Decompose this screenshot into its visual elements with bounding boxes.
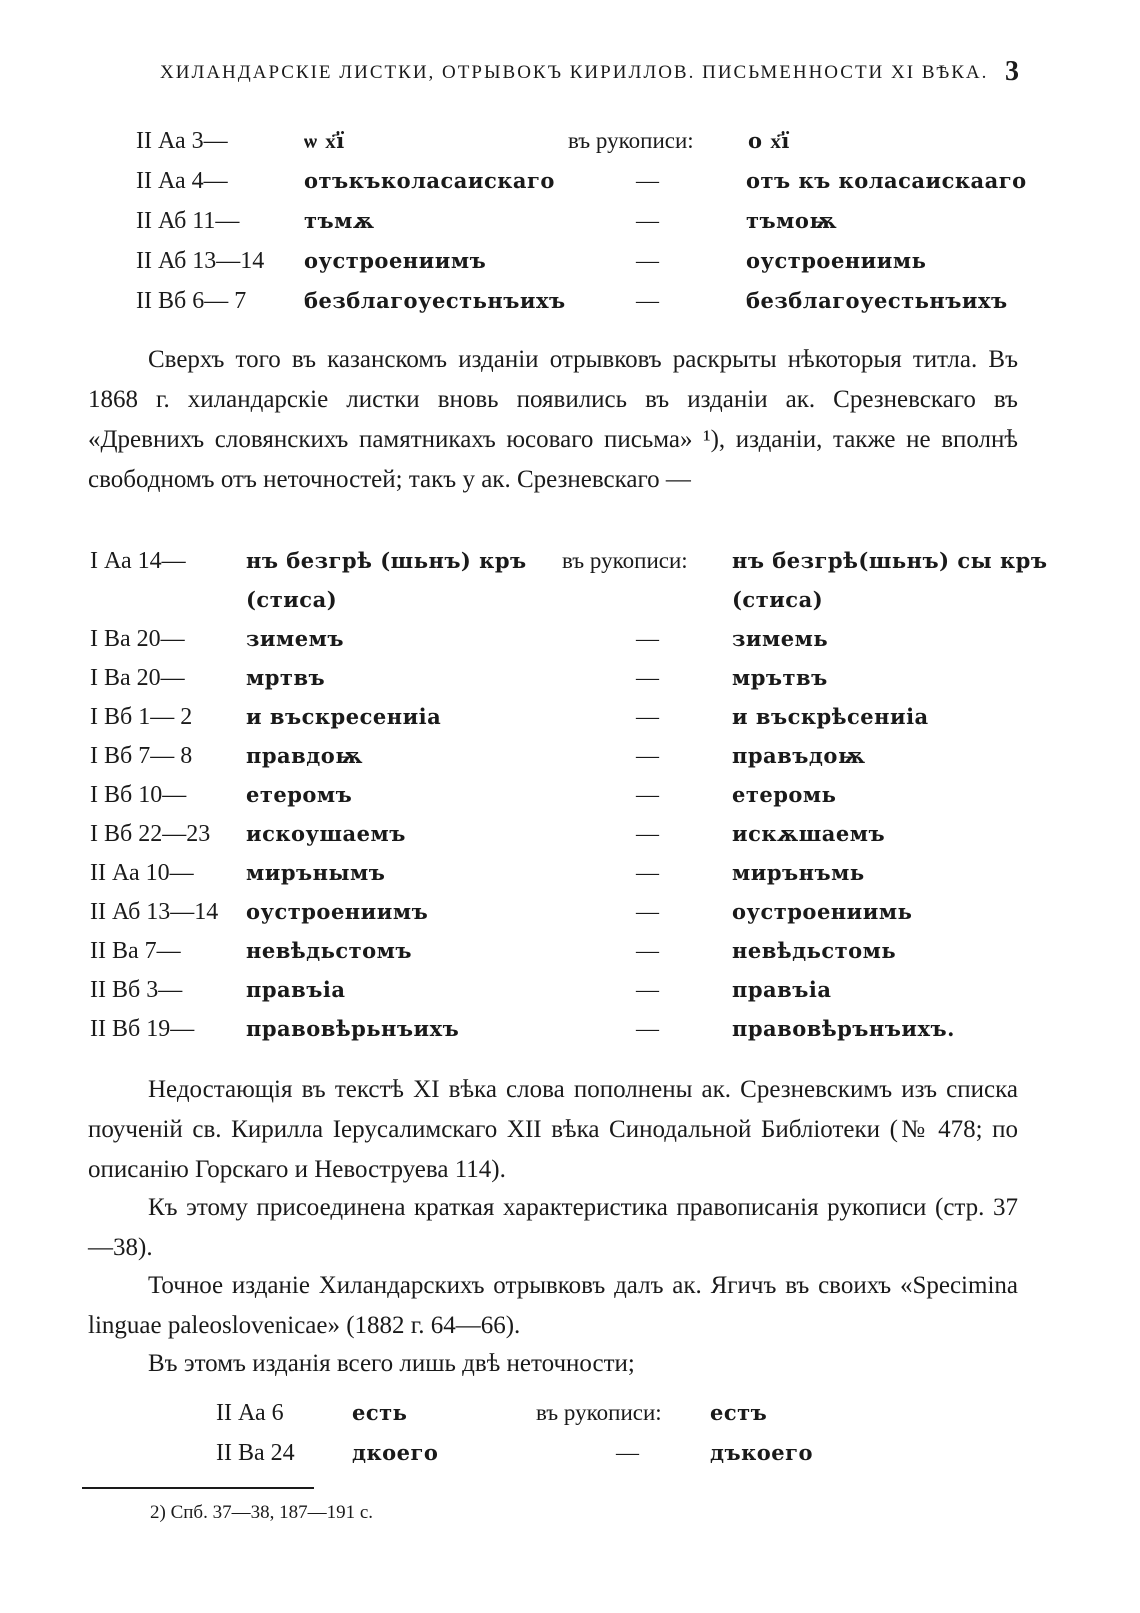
printed-form: правъіа — [246, 977, 346, 1002]
footnote-separator — [82, 1487, 314, 1489]
manuscript-form: нъ безгрѣ(шьнъ) сы кръ — [732, 548, 1048, 573]
manuscript-reference: II Аа 3— — [136, 128, 228, 154]
in-manuscript-label: въ рукописи: — [536, 1400, 662, 1425]
manuscript-form: естъ — [710, 1400, 768, 1425]
table-row — [90, 977, 1050, 1016]
in-manuscript-label: въ рукописи: — [562, 548, 688, 573]
table-row — [90, 782, 1050, 821]
table-row — [136, 168, 1056, 208]
manuscript-form: правъіа — [732, 977, 832, 1002]
manuscript-form: мрътвъ — [732, 665, 828, 690]
paragraph-orthography — [88, 1188, 1018, 1268]
manuscript-form: и въскрѣсениіа — [732, 704, 929, 729]
manuscript-form: правовѣрънъихъ. — [732, 1016, 955, 1041]
table-row — [90, 548, 1050, 626]
printed-form: оустроениимъ — [246, 899, 429, 924]
printed-form: зимемъ — [246, 626, 344, 651]
table-row — [90, 743, 1050, 782]
manuscript-reference: II Аб 11— — [136, 208, 240, 234]
manuscript-form: оустроениимь — [746, 248, 927, 273]
table-row — [216, 1440, 916, 1480]
manuscript-form: зимемь — [732, 626, 829, 651]
paragraph-two-inaccuracies — [88, 1344, 1018, 1384]
paragraph-sreznevsky-edition — [88, 340, 1018, 500]
printed-form: и въскресениіа — [246, 704, 442, 729]
manuscript-form: отъ къ коласаискааго — [746, 168, 1027, 193]
variant-table-2 — [90, 548, 1050, 1055]
table-row — [136, 248, 1056, 288]
ditto-dash: — — [616, 1440, 639, 1465]
printed-form: нъ безгрѣ (шьнъ) кръ — [246, 548, 527, 573]
manuscript-reference: I Ва 20— — [90, 665, 185, 691]
page-number: 3 — [1005, 56, 1019, 87]
printed-form: правдоѭ — [246, 743, 364, 768]
table-row — [90, 626, 1050, 665]
paragraph-text: Въ этомъ изданія всего лишь двѣ неточности; — [148, 1350, 635, 1377]
ditto-dash: — — [636, 704, 659, 729]
table-row — [136, 288, 1056, 328]
ditto-dash: — — [636, 1016, 659, 1041]
printed-form: оустроениимъ — [304, 248, 487, 273]
manuscript-reference: II Аб 13—14 — [136, 248, 265, 274]
table-row — [90, 704, 1050, 743]
printed-form: искоушаемъ — [246, 821, 406, 846]
printed-form: дкоего — [352, 1440, 439, 1465]
ditto-dash: — — [636, 208, 659, 233]
variant-table-3 — [216, 1400, 916, 1480]
paragraph-text: Точное изданіе Хиландарскихъ отрывковъ далъ ак. Ягичъ въ своихъ «Specimina linguae paleoslovenicae» (1882 г. 64—66). — [88, 1272, 1018, 1339]
manuscript-reference: II Аа 10— — [90, 860, 194, 886]
manuscript-form: невѣдьстомь — [732, 938, 897, 963]
paragraph-text: Недостающія въ текстѣ XI вѣка слова пополнены ак. Срезневскимъ изъ списка поученій св. Кирилла Іерусалимскаго XII вѣка Синодальной Библіотеки (№ 478; по описанію Горскаго и Невоструева 114). — [88, 1076, 1018, 1183]
manuscript-reference: II Аа 6 — [216, 1400, 284, 1426]
printed-form: етеромъ — [246, 782, 353, 807]
manuscript-form-continued: (стиса) — [732, 587, 824, 612]
manuscript-reference: II Аб 13—14 — [90, 899, 219, 925]
manuscript-form: о х҃ї — [748, 128, 790, 153]
ditto-dash: — — [636, 168, 659, 193]
in-manuscript-label: въ рукописи: — [568, 128, 694, 153]
ditto-dash: — — [636, 248, 659, 273]
variant-table-1 — [136, 128, 1056, 328]
ditto-dash: — — [636, 899, 659, 924]
manuscript-reference: II Ва 7— — [90, 938, 181, 964]
printed-form: мирънымъ — [246, 860, 386, 885]
manuscript-form: правъдоѭ — [732, 743, 866, 768]
printed-form: отъкъколасаискаго — [304, 168, 555, 193]
printed-form: мртвъ — [246, 665, 326, 690]
ditto-dash: — — [636, 782, 659, 807]
table-row — [90, 821, 1050, 860]
table-row — [90, 860, 1050, 899]
printed-form: невѣдьстомъ — [246, 938, 412, 963]
printed-form: правовѣрьнъихъ — [246, 1016, 460, 1041]
ditto-dash: — — [636, 288, 659, 313]
manuscript-reference: II Аа 4— — [136, 168, 228, 194]
paragraph-text: Сверхъ того въ казанскомъ изданіи отрывковъ раскрыты нѣкоторыя титла. Въ 1868 г. хиландарскіе листки вновь появились въ изданіи ак. Срезневскаго въ «Древнихъ словянскихъ памятникахъ юсоваго письма» ¹), изданіи, также не вполнѣ свободномъ отъ неточностей; такъ у ак. Срезневскаго — — [88, 346, 1018, 493]
table-row — [90, 938, 1050, 977]
paragraph-jagic-edition — [88, 1266, 1018, 1346]
header-title: ХИЛАНДАРСКІЕ ЛИСТКИ, ОТРЫВОКЪ КИРИЛЛОВ. ПИСЬМЕННОСТИ XI ВѢКА. — [160, 62, 989, 83]
manuscript-form: мирънъмь — [732, 860, 865, 885]
manuscript-reference: I Вб 1— 2 — [90, 704, 193, 730]
ditto-dash: — — [636, 626, 659, 651]
manuscript-form: безблагоуестьнъихъ — [746, 288, 1008, 313]
footnote: 2) Спб. 37—38, 187—191 с. — [150, 1502, 374, 1523]
table-row — [216, 1400, 916, 1440]
ditto-dash: — — [636, 860, 659, 885]
manuscript-reference: I Ва 20— — [90, 626, 185, 652]
ditto-dash: — — [636, 938, 659, 963]
paragraph-text: Къ этому присоединена краткая характеристика правописанія рукописи (стр. 37—38). — [88, 1194, 1018, 1261]
manuscript-reference: II Ва 24 — [216, 1440, 295, 1466]
manuscript-reference: I Вб 22—23 — [90, 821, 211, 847]
manuscript-reference: I Вб 10— — [90, 782, 187, 808]
manuscript-form: искѫшаемъ — [732, 821, 886, 846]
manuscript-form: дъкоего — [710, 1440, 814, 1465]
paragraph-missing-words — [88, 1070, 1018, 1190]
manuscript-reference: I Вб 7— 8 — [90, 743, 193, 769]
manuscript-reference: II Вб 3— — [90, 977, 183, 1003]
running-header — [160, 56, 1060, 92]
table-row — [90, 1016, 1050, 1055]
ditto-dash: — — [636, 665, 659, 690]
manuscript-reference: II Вб 19— — [90, 1016, 195, 1042]
printed-form: тъмѫ — [304, 208, 375, 233]
manuscript-form: етеромь — [732, 782, 837, 807]
manuscript-reference: II Вб 6— 7 — [136, 288, 247, 314]
printed-form: безблагоуестьнъихъ — [304, 288, 566, 313]
printed-form: ѡ х҃ї — [304, 128, 345, 153]
manuscript-form: тъмоѭ — [746, 208, 838, 233]
printed-form: есть — [352, 1400, 408, 1425]
table-row — [136, 128, 1056, 168]
table-row — [136, 208, 1056, 248]
table-row — [90, 899, 1050, 938]
printed-form-continued: (стиса) — [246, 587, 338, 612]
ditto-dash: — — [636, 743, 659, 768]
manuscript-form: оустроениимь — [732, 899, 913, 924]
ditto-dash: — — [636, 821, 659, 846]
table-row — [90, 665, 1050, 704]
ditto-dash: — — [636, 977, 659, 1002]
manuscript-reference: I Аа 14— — [90, 548, 186, 574]
